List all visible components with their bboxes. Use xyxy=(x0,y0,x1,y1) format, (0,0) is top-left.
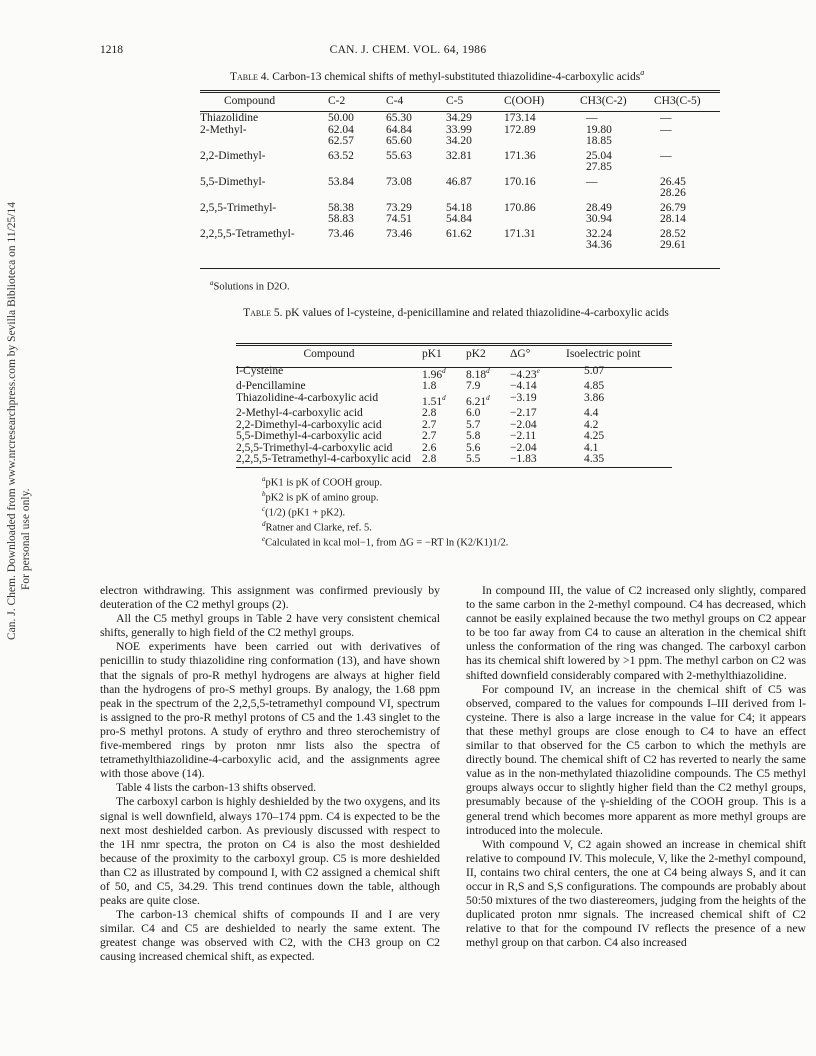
table4-value-cell: 28.26 xyxy=(660,187,686,199)
table5-compound-cell: d-Pencillamine xyxy=(236,380,306,393)
table5-value-cell: 5.7 xyxy=(466,418,481,431)
table4-value-cell: 55.63 xyxy=(386,149,412,162)
table5-footnote: $^d$Ratner and Clarke, ref. 5. xyxy=(262,520,372,534)
body-right-column xyxy=(466,584,806,950)
table5-caption: Table 5. pK values of l-cysteine, d-penicillamine and related thiazolidine-4-carboxylic acids xyxy=(243,307,669,319)
table5-value-cell: −1.83 xyxy=(510,453,537,466)
table5-value-cell: 2.8 xyxy=(422,453,437,466)
table4-value-cell xyxy=(328,188,386,200)
table4-value-cell: 34.20 xyxy=(446,135,472,147)
table5-value-cell: 5.5 xyxy=(466,453,481,466)
body-paragraph: The carboxyl carbon is highly deshielded by the two oxygens, and its signal is well downfield, always 170–174 ppm. C4 is expected to be the next most deshielded carbon. As previously discussed with respect to the 1H nmr spectra, the proton on C4 is also the most deshielded because of the proximity to the carboxyl group. C5 is more deshielded than C2 as illustrated by compound I, with C2 assigned a chemical shift of 50, and C5, 34.29. This trend continues down the table, although peaks are quite close. xyxy=(100,795,440,908)
table5-value-cell: −3.19 xyxy=(510,391,537,404)
table5-value-cell: −2.04 xyxy=(510,418,537,431)
table4-value-cell: — xyxy=(586,175,598,188)
table4-compound-cell: Thiazolidine xyxy=(200,112,259,124)
table4-value-cell: 63.52 xyxy=(328,149,354,162)
table4-value-cell: 65.60 xyxy=(386,135,412,147)
table5-footnotes xyxy=(262,474,508,549)
table4-col-c5: C-5 xyxy=(446,95,464,107)
page-number: 1218 xyxy=(100,44,123,56)
table4-value-cell: — xyxy=(586,112,598,124)
table4-value-cell: 26.45 xyxy=(660,175,686,188)
table4-value-cell xyxy=(446,162,504,174)
body-paragraph: In compound III, the value of C2 increased only slightly, compared to the same carbon in the 2-methyl compound. C4 has decreased, which cannot be easily explained because the two methyl groups on C2 appear to be too far away from C4 to cause an alteration in the chemical shift unless the conformation of the ring was changed. The carboxyl carbon has its chemical shift lowered by >1 ppm. The methyl carbon on C2 was shifted downfield considerably compared with 2-methylthiazolidine. xyxy=(466,584,806,682)
table4-value-cell: 73.08 xyxy=(386,175,412,188)
body-paragraph: For compound IV, an increase in the chemical shift of C5 was observed, compared to the values for compounds I–III derived from l-cysteine. There is also a large increase in the value for C4; it appears that these methyl groups are close enough to C4 to have an effect similar to that observed for the C5 carbon to which the methyls are directly bound. The chemical shift of C2 has reverted to nearly the same value as in the non-methylated thiazolidine compounds. The C5 methyl groups always occur to slightly higher field than the C2 methyl groups, presumably because of the γ-shielding of the COOH group. This is a general trend which becomes more apparent as more methyl groups are introduced into the molecule. xyxy=(466,682,806,837)
table4-value-cell: 73.46 xyxy=(328,227,354,240)
table5-footnote: $^a$pK1 is pK of COOH group. xyxy=(262,475,383,489)
table4-value-cell: 62.04 xyxy=(328,123,354,136)
table4-value-cell: 62.57 xyxy=(328,135,354,147)
download-notice: Can. J. Chem. Downloaded from www.nrcresearchpress.com by Sevilla Biblioteca on 11/25/14 xyxy=(6,202,18,640)
table4-value-cell: 32.81 xyxy=(446,149,472,162)
table4-header-row xyxy=(200,93,720,109)
table4-value-cell xyxy=(504,240,580,252)
table5-col-dg: ΔG° xyxy=(510,348,531,360)
table4-value-cell: 172.89 xyxy=(504,123,536,136)
table5-compound-cell: 2,2,5,5-Tetramethyl-4-carboxylic acid xyxy=(236,453,411,466)
table5-value-cell: 2.7 xyxy=(422,430,437,443)
table4-caption: Table 4. Carbon-13 chemical shifts of methyl-substituted thiazolidine-4-carboxylic acids$^a$ xyxy=(230,68,645,83)
table4-value-cell: 73.29 xyxy=(386,201,412,214)
table4-value-cell: — xyxy=(660,112,672,124)
table4-value-cell: 53.84 xyxy=(328,175,354,188)
table5-value-cell: −2.04 xyxy=(510,441,537,454)
running-head: CAN. J. CHEM. VOL. 64, 1986 xyxy=(329,44,487,56)
table5-value-cell: −4.23$^e$ xyxy=(510,367,540,381)
table4-col-compound: Compound xyxy=(224,95,276,107)
table4-value-cell xyxy=(446,188,504,200)
table4-value-cell: — xyxy=(660,149,672,162)
table5-value-cell: −4.14 xyxy=(510,380,537,393)
table5-value-cell: 5.6 xyxy=(466,441,481,454)
table4-value-cell xyxy=(504,136,580,148)
body-paragraph: electron withdrawing. This assignment was confirmed previously by deuteration of the C2 methyl groups (2). xyxy=(100,584,440,612)
table5-header-row xyxy=(236,346,672,362)
table4-value-cell: 64.84 xyxy=(386,123,412,136)
table4-compound-cell: 5,5-Dimethyl- xyxy=(200,175,266,188)
table4-value-cell: 28.14 xyxy=(660,213,686,225)
table4-value-cell xyxy=(328,162,386,174)
table5-compound-cell: l-Cysteine xyxy=(236,365,284,377)
table5-header-rule xyxy=(236,367,672,368)
table5-col-pk2: pK2 xyxy=(466,348,486,360)
table5-footnote: $^e$Calculated in kcal mol−1, from ΔG = −RT ln (K2/K1)1/2. xyxy=(262,535,509,549)
table4-value-cell: 58.38 xyxy=(328,201,354,214)
table5-row xyxy=(236,362,672,381)
table4-compound-cell: 2,5,5-Trimethyl- xyxy=(200,201,277,214)
table4-footnote: $^a$Solutions in D2O. xyxy=(210,279,290,293)
table5-footnote: $^b$pK2 is pK of amino group. xyxy=(262,490,379,504)
table4-value-cell: 28.52 xyxy=(660,227,686,240)
table4 xyxy=(200,93,720,252)
table5-value-cell: −2.11 xyxy=(510,430,537,443)
table4-value-cell: 54.18 xyxy=(446,201,472,214)
table5-value-cell: 5.07 xyxy=(584,365,605,377)
table4-row xyxy=(200,174,720,189)
table4-value-cell xyxy=(386,162,446,174)
table4-value-cell xyxy=(580,188,654,200)
table4-value-cell: 29.61 xyxy=(660,239,686,251)
personal-use-notice: For personal use only. xyxy=(20,488,32,590)
table4-value-cell: 33.99 xyxy=(446,123,472,136)
table5-value-cell: 2.7 xyxy=(422,418,437,431)
table4-value-cell: 28.49 xyxy=(586,201,612,214)
table5-value-cell: 4.85 xyxy=(584,380,605,393)
table5-footnote: $^c$(1/2) (pK1 + pK2). xyxy=(262,505,346,519)
body-left-column xyxy=(100,584,440,965)
table4-value-cell xyxy=(446,240,504,252)
table4-value-cell: 170.16 xyxy=(504,175,536,188)
table5-value-cell: 4.25 xyxy=(584,430,605,443)
table4-compound-cell xyxy=(200,188,328,200)
table4-value-cell: 26.79 xyxy=(660,201,686,214)
table4-value-cell xyxy=(654,162,720,174)
table4-value-cell: 61.62 xyxy=(446,227,472,240)
table5-value-cell: 2.6 xyxy=(422,441,437,454)
table4-row xyxy=(200,226,720,241)
table5-value-cell: 5.8 xyxy=(466,430,481,443)
table4-value-cell xyxy=(504,162,580,174)
table4-value-cell: 54.84 xyxy=(446,213,472,225)
table4-value-cell: 34.29 xyxy=(446,112,472,124)
table4-compound-cell xyxy=(200,162,328,174)
table5-value-cell: 7.9 xyxy=(466,380,481,393)
table4-value-cell: 27.85 xyxy=(586,161,612,173)
table4-value-cell: 19.80 xyxy=(586,123,612,136)
table5-value-cell: 8.18$^d$ xyxy=(466,367,490,381)
table4-row xyxy=(200,136,720,148)
table4-value-cell: 171.31 xyxy=(504,227,536,240)
table4-value-cell: 173.14 xyxy=(504,112,536,124)
table5-col-compound: Compound xyxy=(303,348,355,360)
table4-header-rule xyxy=(200,111,720,112)
table5-compound-cell: 5,5-Dimethyl-4-carboxylic acid xyxy=(236,430,382,443)
table4-value-cell: 58.83 xyxy=(328,213,354,225)
table5-compound-cell: 2-Methyl-4-carboxylic acid xyxy=(236,407,363,420)
table5-value-cell: 4.4 xyxy=(584,407,599,420)
table4-col-c2: C-2 xyxy=(328,95,346,107)
table5-value-cell: 4.35 xyxy=(584,453,605,466)
table5-value-cell: 2.8 xyxy=(422,407,437,420)
table4-col-ch3-c2: CH3(C-2) xyxy=(580,95,627,107)
table4-value-cell xyxy=(504,214,580,226)
table4-col-ch3-c5: CH3(C-5) xyxy=(654,95,701,107)
body-paragraph: All the C5 methyl groups in Table 2 have very consistent chemical shifts, generally to high field of the C2 methyl groups. xyxy=(100,612,440,640)
table4-value-cell: 171.36 xyxy=(504,149,536,162)
table4-value-cell xyxy=(654,136,720,148)
body-paragraph: Table 4 lists the carbon-13 shifts observed. xyxy=(116,781,317,795)
table4-value-cell: 32.24 xyxy=(586,227,612,240)
table5-value-cell: 6.0 xyxy=(466,407,481,420)
table4-value-cell: 18.85 xyxy=(586,135,612,147)
table5-bottom-rule xyxy=(236,467,672,468)
table5-value-cell: 1.96$^d$ xyxy=(422,367,446,381)
table5-compound-cell: Thiazolidine-4-carboxylic acid xyxy=(236,391,379,404)
table5-value-cell: −2.17 xyxy=(510,407,537,420)
table5-compound-cell: 2,5,5-Trimethyl-4-carboxylic acid xyxy=(236,441,393,454)
table4-col-cooh: C(OOH) xyxy=(504,95,545,107)
table4-compound-cell: 2,2,5,5-Tetramethyl- xyxy=(200,227,295,240)
table5-value-cell: 3.86 xyxy=(584,391,605,404)
table5-col-isoelectric: Isoelectric point xyxy=(566,348,641,360)
table4-compound-cell: 2,2-Dimethyl- xyxy=(200,149,266,162)
body-paragraph: With compound V, C2 again showed an increase in chemical shift relative to compound IV. This molecule, V, like the 2-methyl compound, II, contains two chiral centers, the one at C4 being always S, and it can occur in R,S and S,S configurations. The compounds are probably about 50:50 mixtures of the two diastereomers, judging from the heights of the duplicated proton nmr signals. The increased chemical shift of C2 relative to that for the compound IV reflects the presence of a new methyl group on that carbon. C4 also increased xyxy=(466,837,806,950)
table4-compound-cell: 2-Methyl- xyxy=(200,123,247,136)
body-paragraph: The carbon-13 chemical shifts of compounds II and I are very similar. C4 and C5 are deshielded to nearly the same extent. The greatest change was observed with C2, with the CH3 group on C2 causing increased chemical shift, as expected. xyxy=(100,908,440,964)
table5-value-cell: 4.2 xyxy=(584,418,599,431)
table4-value-cell: 34.36 xyxy=(586,239,612,251)
table5-compound-cell: 2,2-Dimethyl-4-carboxylic acid xyxy=(236,418,382,431)
table4-value-cell: 74.51 xyxy=(386,213,412,225)
table4-value-cell: 25.04 xyxy=(586,149,612,162)
table5 xyxy=(236,346,672,466)
table4-value-cell: 46.87 xyxy=(446,175,472,188)
table4-row xyxy=(200,214,720,226)
table4-row xyxy=(200,162,720,174)
table4-value-cell xyxy=(328,240,386,252)
table5-value-cell: 6.21$^d$ xyxy=(466,393,490,408)
table4-value-cell xyxy=(386,240,446,252)
table4-value-cell: 65.30 xyxy=(386,112,412,124)
table4-value-cell: 170.86 xyxy=(504,201,536,214)
table4-compound-cell xyxy=(200,214,328,226)
table4-value-cell xyxy=(504,188,580,200)
table5-value-cell: 4.1 xyxy=(584,441,599,454)
table4-col-c4: C-4 xyxy=(386,95,404,107)
table4-value-cell: — xyxy=(660,123,672,136)
table4-compound-cell xyxy=(200,136,328,148)
table4-value-cell: 73.46 xyxy=(386,227,412,240)
table4-row xyxy=(200,240,720,252)
table4-value-cell: 30.94 xyxy=(586,213,612,225)
table4-row xyxy=(200,148,720,163)
table4-bottom-rule xyxy=(200,268,720,269)
table5-value-cell: 1.8 xyxy=(422,380,437,393)
table4-value-cell: 50.00 xyxy=(328,112,354,124)
table4-row xyxy=(200,200,720,215)
body-paragraph: NOE experiments have been carried out with derivatives of penicillin to study thiazolidine ring conformation (13), and have shown that the signals of pro-R methyl hydrogens are always at higher field than the hydrogens of pro-S methyl groups. By analogy, the 1.68 ppm peak in the spectrum of the 2,2,5,5-tetramethyl compound VI, spectrum is assigned to the pro-R methyl protons of C5 and the 1.43 singlet to the pro-S methyl protons. A study of erythro and threo sterochemistry of five-membered rings by proton nmr lists also the spectra of tetramethylthiazolidine-4-carboxylic acid, and the assignments agree with those above (14). xyxy=(100,640,440,781)
table5-row xyxy=(236,454,672,466)
table5-row xyxy=(236,393,672,408)
table5-col-pk1: pK1 xyxy=(422,348,442,360)
table4-compound-cell xyxy=(200,240,328,252)
table5-value-cell: 1.51$^d$ xyxy=(422,393,446,408)
table4-value-cell xyxy=(386,188,446,200)
table4-row xyxy=(200,188,720,200)
